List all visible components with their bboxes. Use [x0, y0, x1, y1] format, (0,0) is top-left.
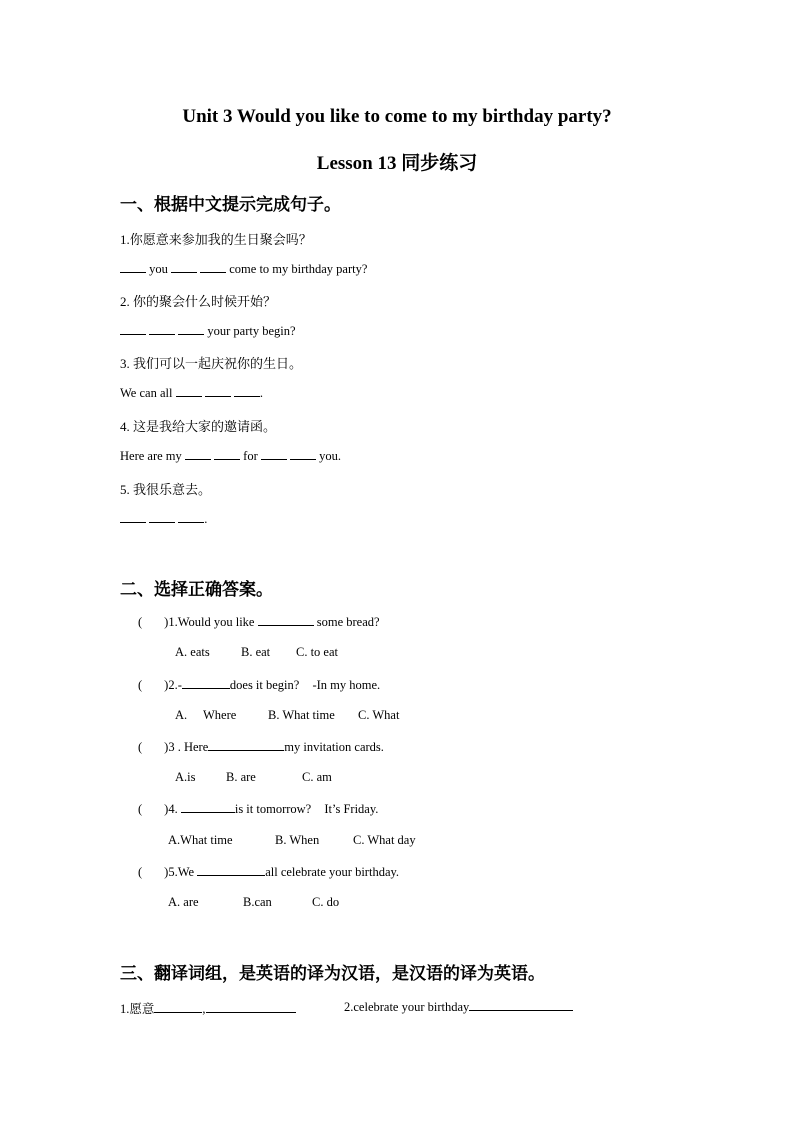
- answer-blank[interactable]: [120, 261, 146, 273]
- option-a[interactable]: A. eats: [175, 645, 210, 659]
- question-cn: 4. 这是我给大家的邀请函。: [120, 419, 277, 434]
- answer-blank[interactable]: [149, 323, 175, 335]
- section-heading-2: 二、选择正确答案。: [120, 580, 273, 599]
- option-c[interactable]: C. What: [358, 708, 400, 722]
- section-heading-1: 一、根据中文提示完成句子。: [120, 195, 341, 214]
- answer-blank[interactable]: [120, 323, 146, 335]
- question-cn: 3. 我们可以一起庆祝你的生日。: [120, 356, 303, 371]
- answer-blank[interactable]: [176, 385, 202, 397]
- multiple-choice-question: ( )4. is it tomorrow? It’s Friday.: [138, 802, 379, 816]
- multiple-choice-question: ( )3 . Here my invitation cards.: [138, 740, 384, 754]
- multiple-choice-question: ( )5.We all celebrate your birthday.: [138, 865, 400, 879]
- lesson-subtitle: Lesson 13 同步练习: [316, 153, 478, 174]
- answer-blank[interactable]: [261, 448, 287, 460]
- answer-blank[interactable]: [200, 261, 226, 273]
- answer-blank[interactable]: [120, 511, 146, 523]
- option-a[interactable]: A.is: [175, 770, 196, 784]
- answer-blank: [208, 739, 284, 751]
- answer-blank[interactable]: [214, 448, 240, 460]
- option-c[interactable]: C. What day: [353, 833, 416, 847]
- question-en: you come to my birthday party?: [120, 261, 367, 277]
- question-en: your party begin?: [120, 323, 296, 339]
- option-a[interactable]: A.What time: [168, 833, 233, 847]
- option-b[interactable]: B. What time: [268, 708, 335, 722]
- option-c[interactable]: C. to eat: [296, 645, 339, 659]
- answer-blank: [258, 614, 314, 626]
- option-b[interactable]: B.can: [243, 895, 272, 909]
- question-cn: 1.你愿意来参加我的生日聚会吗？: [120, 232, 312, 247]
- answer-blank[interactable]: [185, 448, 211, 460]
- answer-blank[interactable]: [154, 1001, 202, 1013]
- translation-item-1: 1.愿意 ,: [120, 999, 296, 1017]
- answer-blank[interactable]: [234, 385, 260, 397]
- answer-blank[interactable]: [171, 261, 197, 273]
- option-a[interactable]: A. are: [168, 895, 199, 909]
- answer-blank: [182, 677, 230, 689]
- multiple-choice-question: ( )2.- does it begin? -In my home.: [138, 678, 381, 692]
- question-en: Here are my for you.: [120, 449, 341, 463]
- option-c[interactable]: C. am: [302, 770, 332, 784]
- answer-blank[interactable]: [290, 448, 316, 460]
- question-cn: 5. 我很乐意去。: [120, 482, 212, 497]
- option-b[interactable]: B. are: [226, 770, 256, 784]
- option-b[interactable]: B. When: [275, 833, 320, 847]
- answer-blank[interactable]: [205, 385, 231, 397]
- option-b[interactable]: B. eat: [241, 645, 271, 659]
- translation-item-2: 2.celebrate your birthday: [344, 999, 573, 1015]
- answer-blank[interactable]: [469, 999, 573, 1011]
- question-en: .: [120, 511, 207, 527]
- section-heading-3: 三、翻译词组，是英语的译为汉语，是汉语的译为英语。: [120, 964, 545, 983]
- question-en: We can all .: [120, 386, 263, 400]
- answer-blank: [181, 801, 235, 813]
- option-a[interactable]: A.: [175, 708, 188, 722]
- answer-blank[interactable]: [178, 511, 204, 523]
- answer-blank[interactable]: [178, 323, 204, 335]
- option-c[interactable]: C. do: [312, 895, 340, 909]
- multiple-choice-question: ( )1.Would you like some bread?: [138, 615, 380, 629]
- answer-blank: [197, 864, 265, 876]
- answer-blank[interactable]: [206, 1001, 296, 1013]
- option-a-text[interactable]: Where: [203, 708, 237, 722]
- answer-blank[interactable]: [149, 511, 175, 523]
- page-title: Unit 3 Would you like to come to my birthday party?: [182, 106, 612, 127]
- question-cn: 2. 你的聚会什么时候开始？: [120, 294, 277, 309]
